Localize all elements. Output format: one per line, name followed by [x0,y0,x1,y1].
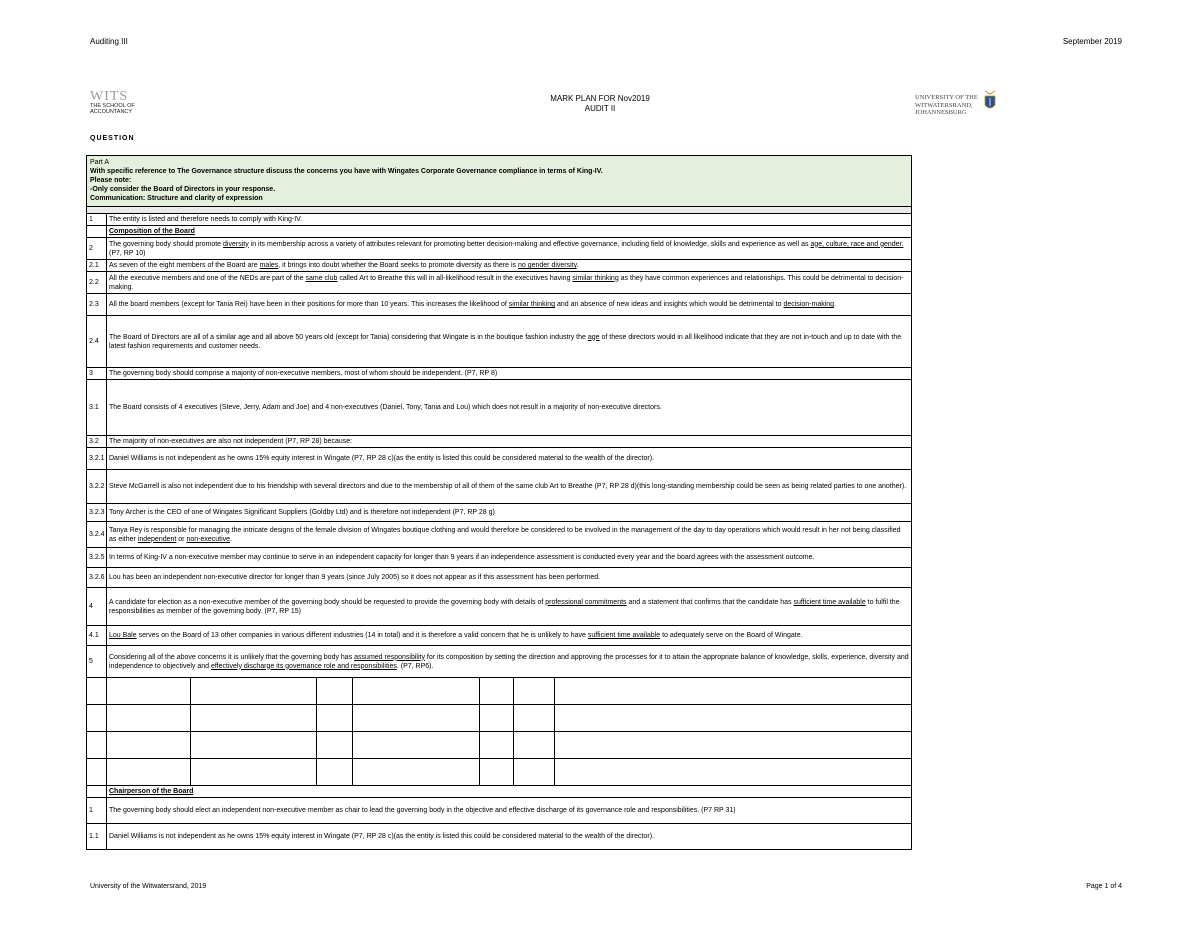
table-row [87,798,912,824]
row-text: Considering all of the above concerns it is unlikely that the governing body has assumed responsibility for its composition by setting the direction and approving the processes for it to attain the appropriate balance of knowledge, skills, experience, diversity and independence to objectively and effectively discharge its governance role and responsibilities. (P7, RP6). [107,646,912,678]
row-number: 4.1 [87,626,107,646]
row-number: 1.1 [87,824,107,850]
row-number: 3.2.6 [87,568,107,588]
spacer-row [87,207,912,214]
mark-plan-table [86,155,912,850]
table-row [87,294,912,316]
empty-grid-row [87,678,912,705]
university-logo-line-3: JOHANNESBURG [915,109,967,116]
row-number: 3 [87,368,107,380]
row-text: A candidate for election as a non-executive member of the governing body should be requested to provide the governing body with details of professional commitments and a statement that confirms that the candidate has sufficient time available to fulfil the responsibilities as member of the governing body. (P7, RP 15) [107,588,912,626]
row-number [87,226,107,238]
row-text: All the board members (except for Tania Rei) have been in their positions for more than 10 years. This increases the likelihood of similar thinking and an absence of new ideas and insights which would be detrimental to decision-making. [107,294,912,316]
section-heading: Chairperson of the Board [107,786,912,798]
row-number: 3.2.2 [87,470,107,504]
row-number: 2.3 [87,294,107,316]
header-date: September 2019 [1062,37,1122,46]
row-text: The governing body should promote diversity in its membership across a variety of attributes relevant for promoting better decision-making and effective governance, including field of knowledge, skills and experience as well as age, culture, race and gender. (P7, RP 10) [107,238,912,260]
university-logo-line-1: UNIVERSITY OF THE [915,94,978,101]
row-number: 2.1 [87,260,107,272]
part-a-instructions [87,156,912,207]
table-row [87,522,912,548]
table-row [87,316,912,368]
row-text: Daniel Williams is not independent as he owns 15% equity interest in Wingate (P7, RP 28 c)(as the entity is listed this could be considered material to the wealth of the director). [107,448,912,470]
row-number: 2 [87,238,107,260]
row-number: 2.2 [87,272,107,294]
crest-icon [983,88,997,114]
row-text: The governing body should elect an independent non-executive member as chair to lead the governing body in the objective and effective discharge of its governance role and responsibilities. (P7 RP 31) [107,798,912,824]
table-row [87,548,912,568]
row-text: Tony Archer is the CEO of one of Wingates Significant Suppliers (Goldby Ltd) and is therefore not independent (P7, RP 28 g) [107,504,912,522]
question-label: QUESTION [90,135,135,142]
row-number: 2.4 [87,316,107,368]
row-text: In terms of King-IV a non-executive member may continue to serve in an independent capacity for longer than 9 years if an independence assessment is conducted every year and the board agrees with the assessment outcome. [107,548,912,568]
university-logo [915,86,1000,122]
part-a-question: With specific reference to The Governance structure discuss the concerns you have with Wingates Corporate Governance compliance in terms of King-IV. [90,168,603,175]
empty-grid-row [87,759,912,786]
row-text: Steve McGarrell is also not independent due to his friendship with several directors and due to the membership of all of them of the same club Art to Breathe (P7, RP 28 d)(this long-standing membership could be seen as being related parties to one another). [107,470,912,504]
table-row [87,626,912,646]
row-text: All the executive members and one of the NEDs are part of the same club called Art to Breathe this will in all-likelihood result in the executives having similar thinking as they have common experiences and relationships. This could be detrimental to decision-making. [107,272,912,294]
table-row [87,380,912,436]
empty-grid-row [87,732,912,759]
document-title [0,94,1200,114]
row-text: Daniel Williams is not independent as he owns 15% equity interest in Wingate (P7, RP 28 c)(as the entity is listed this could be considered material to the wealth of the director). [107,824,912,850]
row-number [87,786,107,798]
logo-line-2: ACCOUNTANCY [90,109,133,115]
row-number: 5 [87,646,107,678]
row-text: As seven of the eight members of the Board are males, it brings into doubt whether the Board seeks to promote diversity as there is no gender diversity. [107,260,912,272]
row-text: Lou has been an independent non-executive director for longer than 9 years (since July 2005) so it does not appear as if this assessment has been performed. [107,568,912,588]
part-a-label: Part A [90,159,110,166]
footer-university: University of the Witwatersrand, 2019 [90,883,207,890]
logo-wordmark: WITS [90,89,129,104]
row-number: 1 [87,214,107,226]
row-number: 4 [87,588,107,626]
row-number: 3.2.1 [87,448,107,470]
empty-grid-row [87,705,912,732]
table-row [87,436,912,448]
title-line-2: AUDIT II [584,104,616,113]
row-number: 3.2 [87,436,107,448]
section-heading-row [87,786,912,798]
row-text: The Board of Directors are all of a similar age and all above 50 years old (except for Tania) considering that Wingate is in the boutique fashion industry the age of these directors would in all likelihood indicate that they are not in-touch and up to date with the latest fashion requirements and customer needs. [107,316,912,368]
university-logo-line-2: WITWATERSRAND, [915,101,973,109]
row-number: 3.2.5 [87,548,107,568]
row-number: 3.1 [87,380,107,436]
table-row [87,214,912,226]
table-row [87,368,912,380]
table-row [87,504,912,522]
section-heading: Composition of the Board [107,226,912,238]
row-text: The entity is listed and therefore needs to comply with King-IV. [107,214,912,226]
table-row [87,588,912,626]
footer-page-number: Page 1 of 4 [1086,883,1122,890]
table-row [87,568,912,588]
part-a-note-heading: Please note: [90,177,132,184]
row-number: 3.2.4 [87,522,107,548]
row-text: Tanya Rey is responsible for managing the intricate designs of the female division of Wingates boutique clothing and would therefore be considered to be involved in the management of the day to day operations which would result in her not being classified as either independent or non-executive. [107,522,912,548]
table-row [87,260,912,272]
row-text: The governing body should comprise a majority of non-executive members, most of whom should be independent. (P7, RP 8) [107,368,912,380]
part-a-note: -Only consider the Board of Directors in your response. [90,186,276,193]
table-row [87,470,912,504]
header-course: Auditing III [90,37,128,46]
table-row [87,448,912,470]
table-row [87,272,912,294]
row-number: 1 [87,798,107,824]
section-heading-row [87,226,912,238]
part-a-communication: Communication: Structure and clarity of expression [90,195,263,202]
row-text: The Board consists of 4 executives (Steve, Jerry, Adam and Joe) and 4 non-executives (Daniel, Tony, Tania and Lou) which does not result in a majority of non-executive directors. [107,380,912,436]
table-row [87,824,912,850]
logo-line-1: THE SCHOOL OF [90,103,135,109]
title-line-1: MARK PLAN FOR Nov2019 [550,94,650,103]
row-text: Lou Bale serves on the Board of 13 other companies in various different industries (14 in total) and it is therefore a valid concern that he is unlikely to have sufficient time available to adequately serve on the Board of Wingate. [107,626,912,646]
table-row [87,238,912,260]
row-number: 3.2.3 [87,504,107,522]
row-text: The majority of non-executives are also not independent (P7, RP 28) because: [107,436,912,448]
table-row [87,646,912,678]
